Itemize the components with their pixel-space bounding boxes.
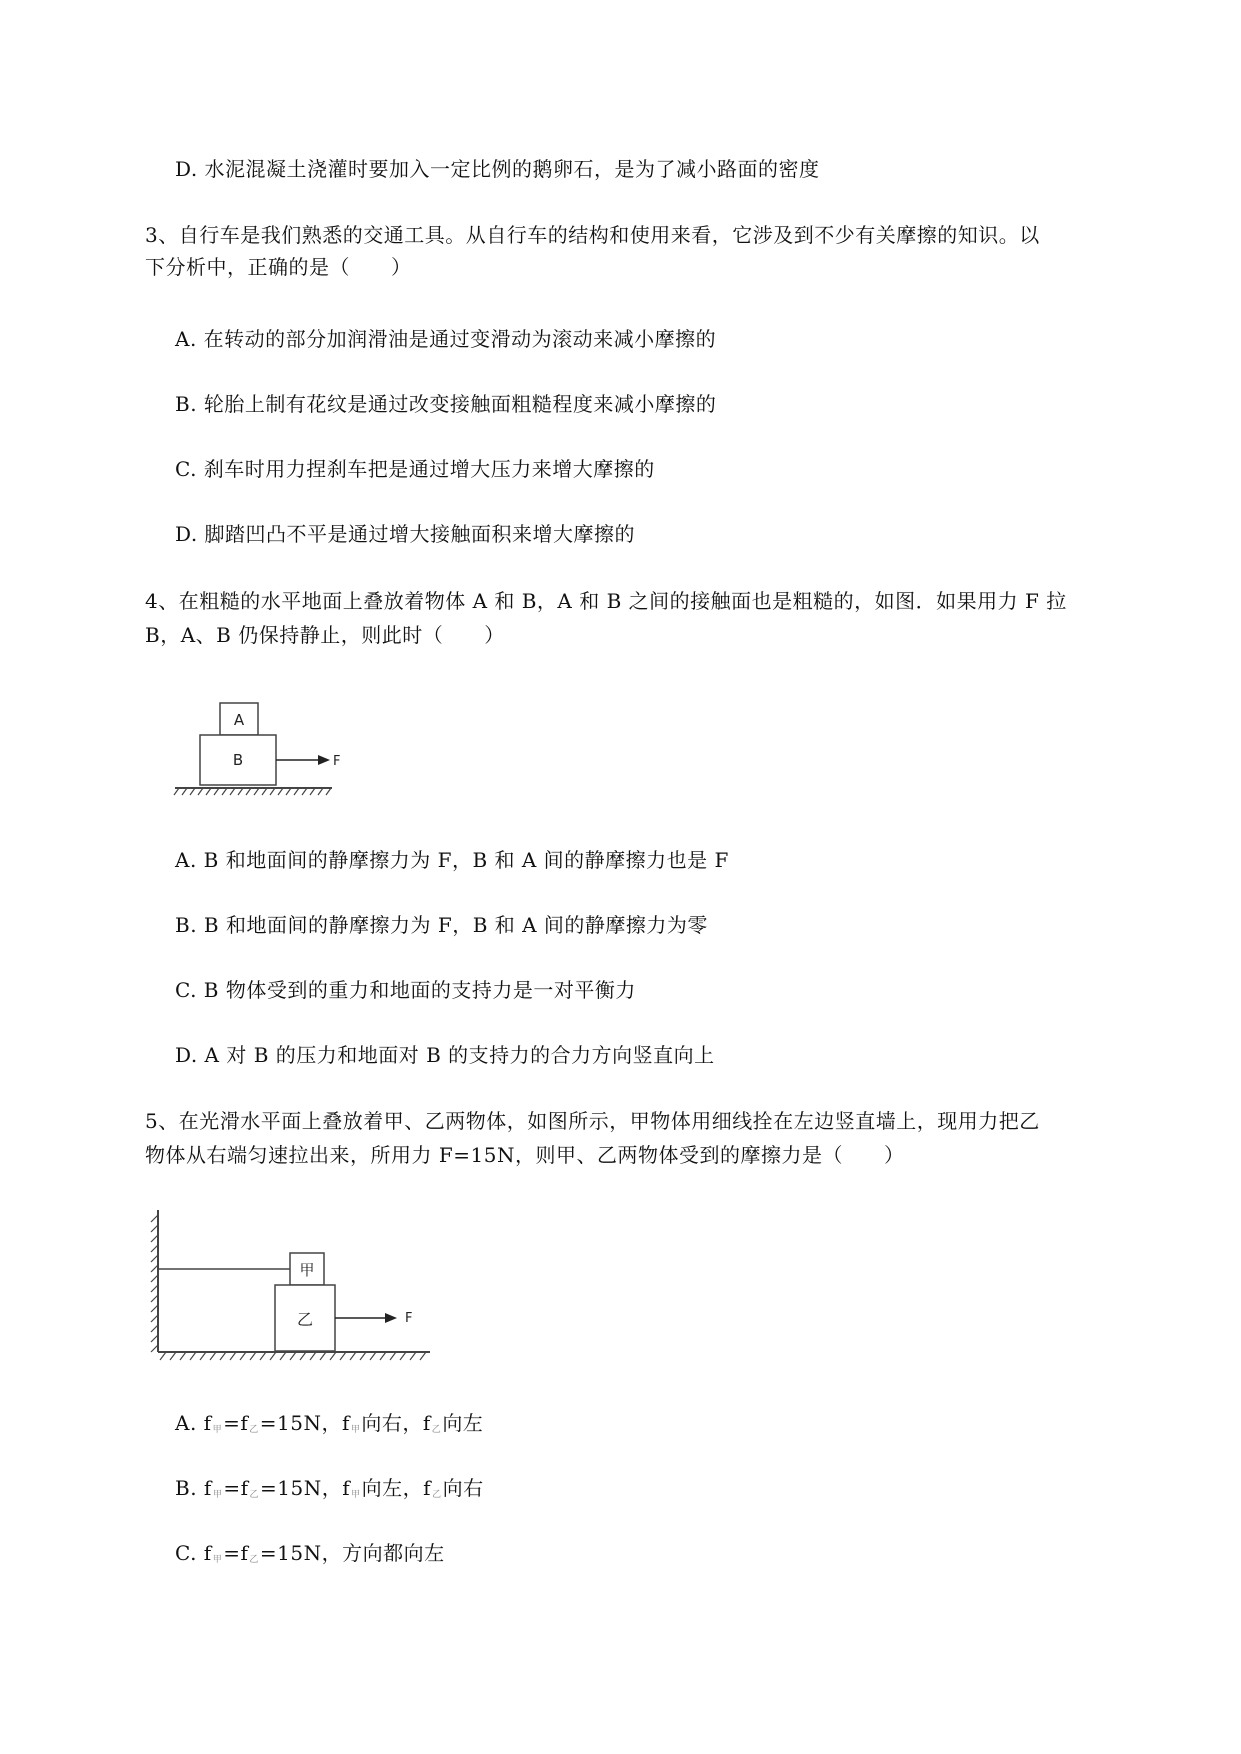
q5-c-prefix: C. f <box>175 1541 212 1565</box>
q4-figure <box>170 700 340 800</box>
q5-a-sub-jia: 甲 <box>212 1425 223 1435</box>
q5-stem-line2: 物体从右端匀速拉出来，所用力 F=15N，则甲、乙两物体受到的摩擦力是（ ） <box>145 1143 905 1167</box>
q5-b-prefix: B. f <box>175 1476 212 1500</box>
q5-b-mid: =15N，f <box>260 1476 351 1500</box>
q4-option-c: C. B 物体受到的重力和地面的支持力是一对平衡力 <box>175 978 636 1002</box>
q5-option-a <box>175 1408 483 1445</box>
q5-a-sub-yi2: 乙 <box>431 1425 442 1435</box>
q5-c-sub-yi: 乙 <box>249 1555 259 1565</box>
q5-b-eq: =f <box>223 1476 249 1500</box>
q4-stem-line1: 4、在粗糙的水平地面上叠放着物体 A 和 B，A 和 B 之间的接触面也是粗糙的，如图．如果用力 F 拉 <box>145 589 1067 613</box>
q3-option-c: C. 刹车时用力捏刹车把是通过增大压力来增大摩擦的 <box>175 457 655 481</box>
ground-hatch <box>174 788 331 795</box>
block-jia-label: 甲 <box>299 1261 315 1279</box>
q3-option-b: B. 轮胎上制有花纹是通过改变接触面粗糙程度来减小摩擦的 <box>175 392 717 416</box>
q5-option-c <box>175 1538 445 1575</box>
q5-c-eq: =f <box>223 1541 249 1565</box>
q5-b-dir2: 向右 <box>442 1476 484 1500</box>
q5-b-sub-jia: 甲 <box>212 1490 223 1500</box>
q5-a-prefix: A. f <box>175 1411 212 1435</box>
force-arrowhead <box>385 1313 397 1323</box>
q5-figure <box>140 1205 440 1370</box>
q5-option-b <box>175 1473 484 1510</box>
force-arrowhead <box>318 755 330 765</box>
q3-option-d: D. 脚踏凹凸不平是通过增大接触面积来增大摩擦的 <box>175 522 636 546</box>
force-label: F <box>405 1311 413 1326</box>
force-label: F <box>333 754 340 769</box>
q5-b-sub-yi: 乙 <box>249 1490 260 1500</box>
q4-stem-line2: B，A、B 仍保持静止，则此时（ ） <box>145 623 505 647</box>
q5-c-sub-jia: 甲 <box>212 1555 223 1565</box>
ground-hatch <box>160 1352 426 1360</box>
q5-c-tail: =15N，方向都向左 <box>259 1541 445 1565</box>
q5-b-sub-yi2: 乙 <box>432 1490 442 1500</box>
block-a-label: A <box>233 711 245 729</box>
q5-a-eq: =f <box>223 1411 249 1435</box>
wall-hatch <box>151 1215 158 1352</box>
q2-option-d: D. 水泥混凝土浇灌时要加入一定比例的鹅卵石，是为了减小路面的密度 <box>175 157 820 181</box>
q5-b-dir1: 向左，f <box>361 1476 432 1500</box>
q5-a-mid: =15N，f <box>259 1411 350 1435</box>
q3-option-a: A. 在转动的部分加润滑油是通过变滑动为滚动来减小摩擦的 <box>175 327 717 351</box>
q4-option-b: B. B 和地面间的静摩擦力为 F，B 和 A 间的静摩擦力为零 <box>175 913 708 937</box>
q5-stem-line1: 5、在光滑水平面上叠放着甲、乙两物体，如图所示，甲物体用细线拴在左边竖直墙上，现用力把乙 <box>145 1109 1040 1133</box>
q3-stem-line1: 3、自行车是我们熟悉的交通工具。从自行车的结构和使用来看，它涉及到不少有关摩擦的知识。以 <box>145 223 1040 247</box>
block-b-label: B <box>232 751 244 769</box>
q5-a-dir2: 向左 <box>442 1411 484 1435</box>
block-yi-label: 乙 <box>296 1310 314 1329</box>
q5-a-sub-yi: 乙 <box>249 1425 259 1435</box>
q4-option-a: A. B 和地面间的静摩擦力为 F，B 和 A 间的静摩擦力也是 F <box>175 848 729 872</box>
q4-option-d: D. A 对 B 的压力和地面对 B 的支持力的合力方向竖直向上 <box>175 1043 715 1067</box>
q5-a-dir1: 向右，f <box>361 1411 431 1435</box>
q3-stem-line2: 下分析中，正确的是（ ） <box>145 255 412 279</box>
q5-a-sub-jia2: 甲 <box>350 1425 361 1435</box>
q5-b-sub-jia2: 甲 <box>351 1490 361 1500</box>
